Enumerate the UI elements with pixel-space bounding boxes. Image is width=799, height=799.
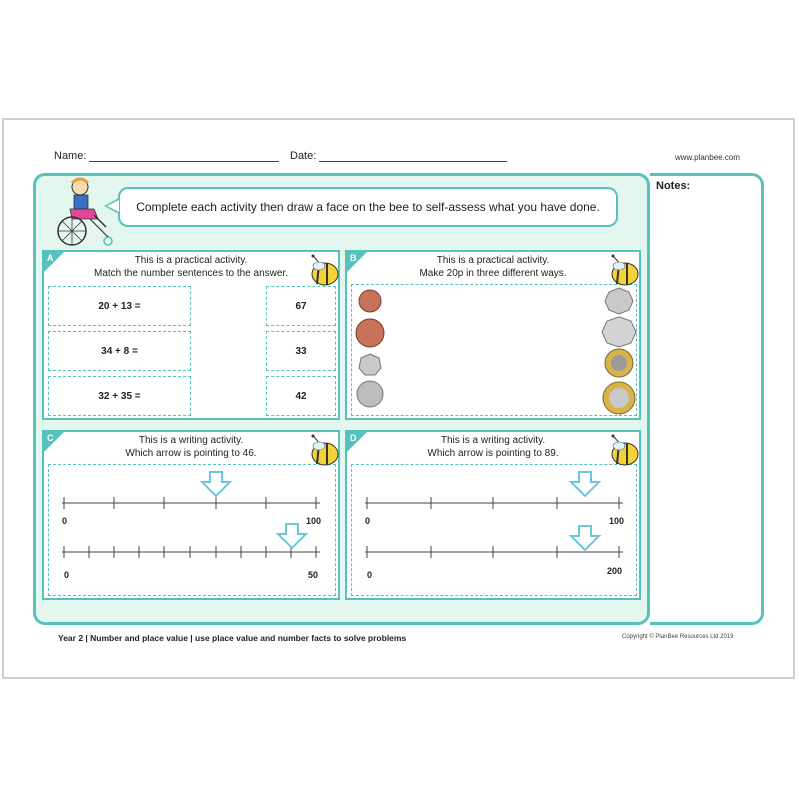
date-label: Date: bbox=[290, 150, 317, 162]
line-d-bottom-start: 0 bbox=[367, 570, 373, 580]
instruction-bubble bbox=[118, 187, 618, 227]
panel-c bbox=[42, 430, 340, 600]
number-lines-c bbox=[50, 468, 334, 588]
date-line bbox=[319, 151, 507, 162]
number-line-top bbox=[365, 497, 623, 509]
instruction-text: Complete each activity then draw a face on the bee to self-assess what you have done. bbox=[136, 200, 600, 214]
website-link[interactable]: www.planbee.com bbox=[675, 153, 740, 162]
number-lines-d bbox=[353, 468, 635, 588]
panel-d-letter: D bbox=[350, 433, 357, 443]
copyright-text: Copyright © PlanBee Resources Ltd 2019 bbox=[622, 634, 734, 640]
sentence-box-1[interactable]: 20 + 13 = bbox=[48, 286, 191, 326]
arrow-down-icon bbox=[278, 524, 306, 548]
notes-label: Notes: bbox=[656, 180, 691, 192]
coin-work-area[interactable] bbox=[351, 284, 637, 416]
name-field[interactable] bbox=[54, 150, 279, 162]
line-d-top-start: 0 bbox=[365, 516, 371, 526]
sentence-box-2[interactable]: 34 + 8 = bbox=[48, 331, 191, 371]
line-d-top-end: 100 bbox=[609, 516, 625, 526]
bee-icon[interactable] bbox=[305, 432, 341, 468]
panel-c-line1: This is a writing activity. bbox=[138, 435, 244, 446]
notes-box[interactable] bbox=[650, 173, 764, 625]
answer-box-2[interactable]: 33 bbox=[266, 331, 336, 371]
panel-b-letter: B bbox=[350, 253, 357, 263]
bee-icon[interactable] bbox=[305, 252, 341, 288]
line-c-top-end: 100 bbox=[306, 516, 322, 526]
bee-icon[interactable] bbox=[605, 252, 641, 288]
answer-box-1[interactable]: 67 bbox=[266, 286, 336, 326]
bee-icon[interactable] bbox=[605, 432, 641, 468]
panel-d bbox=[345, 430, 641, 600]
panel-d-line1: This is a writing activity. bbox=[440, 435, 546, 446]
panel-b bbox=[345, 250, 641, 420]
panel-c-line2: Which arrow is pointing to 46. bbox=[125, 448, 257, 459]
arrow-down-icon bbox=[202, 472, 230, 496]
name-line bbox=[89, 151, 279, 162]
panel-b-line2: Make 20p in three different ways. bbox=[419, 268, 567, 279]
right-coins-icon bbox=[601, 286, 637, 416]
line-d-bottom-end: 200 bbox=[607, 566, 623, 576]
panel-a-letter: A bbox=[47, 253, 54, 263]
child-wheelchair-icon bbox=[50, 175, 120, 253]
arrow-down-icon bbox=[571, 526, 599, 550]
left-coins-icon bbox=[355, 288, 385, 414]
panel-c-letter: C bbox=[47, 433, 54, 443]
arrow-down-icon bbox=[571, 472, 599, 496]
line-c-bottom-start: 0 bbox=[64, 570, 70, 580]
panel-a bbox=[42, 250, 340, 420]
line-c-top-start: 0 bbox=[62, 516, 68, 526]
number-line-top bbox=[62, 497, 320, 509]
panel-b-line1: This is a practical activity. bbox=[436, 255, 550, 266]
name-label: Name: bbox=[54, 150, 87, 162]
panel-a-line2: Match the number sentences to the answer. bbox=[94, 268, 288, 279]
sentence-box-3[interactable]: 32 + 35 = bbox=[48, 376, 191, 416]
panel-a-line1: This is a practical activity. bbox=[134, 255, 248, 266]
line-c-bottom-end: 50 bbox=[308, 570, 319, 580]
number-line-bottom bbox=[62, 546, 320, 558]
answer-box-3[interactable]: 42 bbox=[266, 376, 336, 416]
date-field[interactable] bbox=[290, 150, 507, 162]
bubble-tail-inner bbox=[107, 200, 119, 212]
panel-d-line2: Which arrow is pointing to 89. bbox=[427, 448, 559, 459]
footer-curriculum: Year 2 | Number and place value | use place value and number facts to solve problems bbox=[58, 633, 407, 643]
